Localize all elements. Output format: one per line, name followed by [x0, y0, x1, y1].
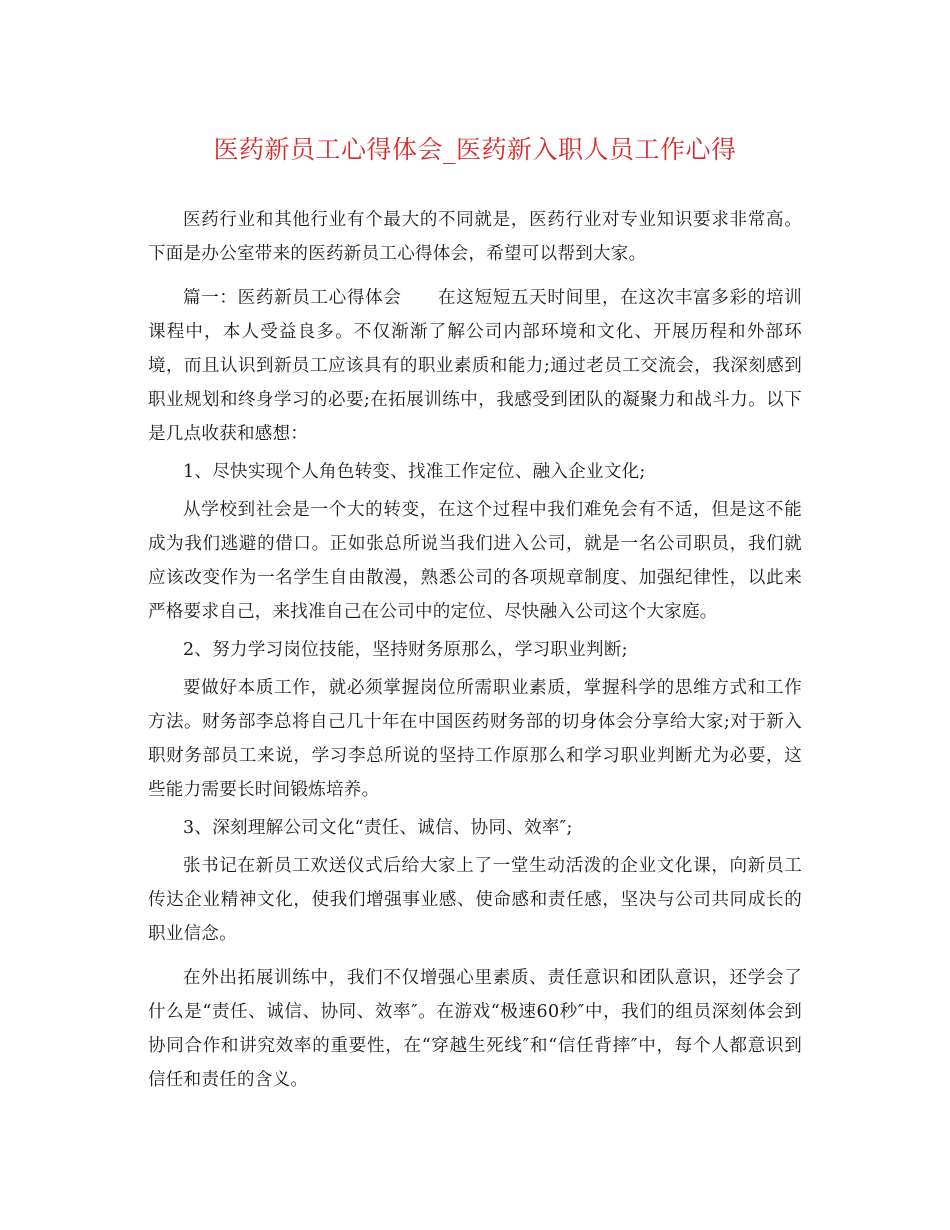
point-one-heading: 1、尽快实现个人角色转变、找准工作定位、融入企业文化;: [183, 462, 646, 482]
section-one-paragraph: 篇一：医药新员工心得体会 在这短短五天时间里，在这次丰富多彩的培训课程中，本人受益良多。不仅渐渐了解公司内部环境和文化、开展历程和外部环境，而且认识到新员工应该具有的职业素质和能力;通过老员工交流会，我深刻感到职业规划和终身学习的必要;在拓展训练中，我感受到团队的凝聚力和战斗力。以下是几点收获和感想：: [148, 288, 802, 444]
point-two-heading: 2、努力学习岗位技能，坚持财务原那么，学习职业判断;: [183, 640, 628, 660]
outdoor-training-paragraph: 在外出拓展训练中，我们不仅增强心里素质、责任意识和团队意识，还学会了什么是“责任、诚信、协同、效率″。在游戏“极速60秒″中，我们的组员深刻体会到协同合作和讲究效率的重要性，在“穿越生死线″和“信任背摔″中，每个人都意识到信任和责任的含义。: [148, 968, 802, 1090]
intro-paragraph: 医药行业和其他行业有个最大的不同就是，医药行业对专业知识要求非常高。下面是办公室带来的医药新员工心得体会，希望可以帮到大家。: [148, 210, 802, 264]
point-three-heading: 3、深刻理解公司文化“责任、诚信、协同、效率″;: [183, 818, 573, 838]
point-three-paragraph: 张书记在新员工欢送仪式后给大家上了一堂生动活泼的企业文化课，向新员工传达企业精神文化，使我们增强事业感、使命感和责任感，坚决与公司共同成长的职业信念。: [148, 856, 802, 944]
document-body: [148, 203, 802, 1107]
document-title: 医药新员工心得体会_医药新入职人员工作心得: [213, 135, 737, 164]
point-one-paragraph: 从学校到社会是一个大的转变，在这个过程中我们难免会有不适，但是这不能成为我们逃避的借口。正如张总所说当我们进入公司，就是一名公司职员，我们就应该改变作为一名学生自由散漫，熟悉公司的各项规章制度、加强纪律性，以此来严格要求自己，来找准自己在公司中的定位、尽快融入公司这个大家庭。: [148, 500, 802, 622]
point-two-paragraph: 要做好本质工作，就必须掌握岗位所需职业素质，掌握科学的思维方式和工作方法。财务部李总将自己几十年在中国医药财务部的切身体会分享给大家;对于新入职财务部员工来说，学习李总所说的坚持工作原那么和学习职业判断尤为必要，这些能力需要长时间锻炼培养。: [148, 678, 802, 800]
